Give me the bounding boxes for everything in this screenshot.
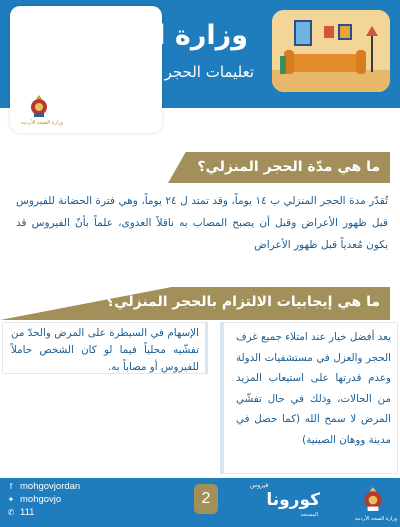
logo-sub-text: فيروس [250,482,269,489]
jordan-emblem-icon [28,94,50,118]
page-title: وزارة الصحة [83,20,248,51]
benefit-text-right: يعد أفضل خيار عند امتلاء جميع غرف الحجر والعزل في مستشفيات الدولة وعدم قدرتها على استيعاب المزيد من الحالات، وذلك في حال تفشّي المرض لا سمح الله (كما حصل في مدينة ووهان الصينية) [236,331,391,446]
page-number: 2 [194,484,218,514]
section-heading-duration: ما هي مدّة الحجر المنزلي؟ [197,159,380,175]
page-subtitle: تعليمات الحجر المنزلي [112,63,254,81]
duration-text: تُقدّر مدة الحجر المنزلي ب ١٤ يوماً، وقد تمتد ل ٢٤ يوماً، وهي فترة الحضانة للفيروس قبل ظهور الأعراض وقبل أن يصبح المصاب به ناقلاً العدوى، علماً بأنّ الفيروس قد يكون مُعدياً قبل ظهور الأعراض [16,195,388,251]
logo-main-text: كورونا [266,490,320,510]
social-facebook[interactable] [6,480,80,493]
social-twitter[interactable] [6,493,80,506]
facebook-icon: f [9,481,13,491]
social-phone[interactable] [6,506,80,519]
logo-sub2-text: المستجد [300,512,318,518]
twitter-handle: mohgovjo [20,494,62,505]
section-heading-benefits: ما هي إيجابيات الالتزام بالحجر المنزلي؟ [106,294,380,310]
footer-ministry-label: وزارة الصحة الأردنية [354,516,398,522]
living-room-illustration-icon [272,10,390,92]
benefit-text-left: الإسهام في السيطرة على المرض والحدّ من تفشّيه محلياً فيما لو كان الشخص حاملاً للفيروس أو مصاباً به. [11,327,199,373]
facebook-handle: mohgovjordan [20,481,81,492]
jordan-emblem-icon [360,486,386,512]
benefit-box-right [220,322,398,474]
corona-logo [250,482,320,522]
social-links [6,480,80,519]
phone-number: 111 [20,507,35,518]
benefit-box-left [2,322,208,374]
ministry-label: وزارة الصحة الأردنية [20,120,64,126]
phone-icon: ✆ [7,507,15,517]
twitter-icon: ✦ [7,494,15,504]
